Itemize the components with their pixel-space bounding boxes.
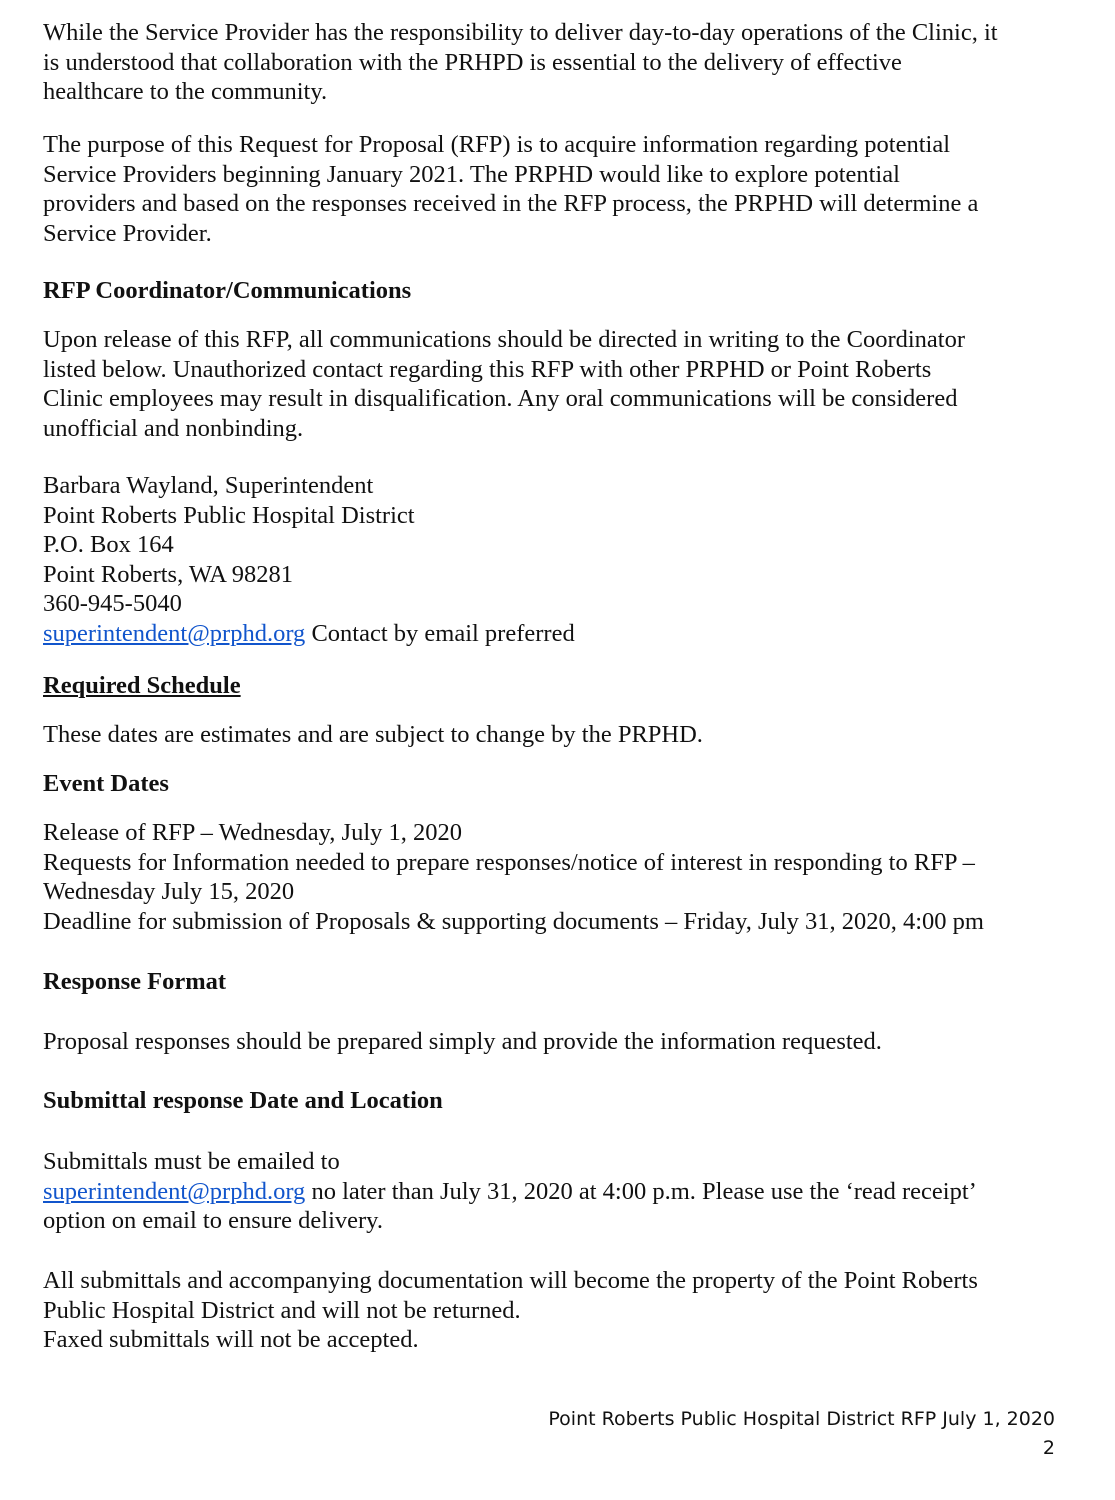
text-line: Service Providers beginning January 2021. The PRPHD would like to explore potential [43,160,900,188]
event-date-line: Deadline for submission of Proposals & supporting documents – Friday, July 31, 2020, 4:00 pm [43,907,984,935]
contact-city: Point Roberts, WA 98281 [43,560,294,588]
event-dates-heading: Event Dates [43,770,169,797]
event-date-line: Requests for Information needed to prepare responses/notice of interest in responding to RFP – [43,848,975,876]
text-line: Upon release of this RFP, all communications should be directed in writing to the Coordinator [43,326,966,353]
text-line: is understood that collaboration with the PRHPD is essential to the delivery of effective [43,48,902,76]
submittal-deadline-text: no later than July 31, 2020 at 4:00 p.m. Please use the ‘read receipt’ [305,1177,977,1205]
response-format-heading: Response Format [43,968,227,995]
contact-email-link[interactable]: superintendent@prphd.org [43,619,306,647]
text-line: Faxed submittals will not be accepted. [43,1326,419,1353]
intro-paragraph [43,18,1073,107]
event-date-line: Release of RFP – Wednesday, July 1, 2020 [43,819,463,846]
text-line: Submittals must be emailed to [43,1148,340,1175]
text-line: unofficial and nonbinding. [43,414,304,442]
text-line: listed below. Unauthorized contact regarding this RFP with other PRPHD or Point Roberts [43,355,932,383]
purpose-paragraph [43,130,1073,248]
text-line: While the Service Provider has the responsibility to deliver day-to-day operations of the Clinic, it [43,19,998,46]
email-preference-note: Contact by email preferred [305,619,575,647]
submittal-email-line [43,1177,1073,1207]
response-format-text: Proposal responses should be prepared simply and provide the information requested. [43,1028,882,1055]
submittal-property-paragraph [43,1266,1073,1355]
submittal-heading: Submittal response Date and Location [43,1087,443,1114]
text-line: All submittals and accompanying documentation will become the property of the Point Roberts [43,1267,978,1294]
contact-email-line [43,619,1073,649]
page-footer [455,1405,1055,1463]
submittal-instructions [43,1147,1073,1236]
contact-phone: 360-945-5040 [43,590,182,617]
submittal-email-link[interactable]: superintendent@prphd.org [43,1177,306,1205]
required-schedule-heading: Required Schedule [43,672,241,699]
footer-title: Point Roberts Public Hospital District RFP July 1, 2020 [548,1408,1055,1430]
text-line: Service Provider. [43,219,212,247]
text-line: Public Hospital District and will not be returned. [43,1296,521,1324]
text-line: option on email to ensure delivery. [43,1207,383,1234]
text-line: healthcare to the community. [43,78,328,105]
schedule-note: These dates are estimates and are subject to change by the PRPHD. [43,721,703,748]
text-line: providers and based on the responses received in the RFP process, the PRPHD will determine a [43,190,979,217]
event-dates-list [43,818,1073,936]
contact-po-box: P.O. Box 164 [43,531,174,558]
event-date-line: Wednesday July 15, 2020 [43,878,295,905]
coordinator-paragraph [43,325,1073,443]
contact-organization: Point Roberts Public Hospital District [43,501,415,529]
text-line: Clinic employees may result in disqualification. Any oral communications will be considered [43,385,958,412]
page-number: 2 [1042,1437,1055,1459]
coordinator-heading: RFP Coordinator/Communications [43,277,412,304]
text-line: The purpose of this Request for Proposal (RFP) is to acquire information regarding potential [43,131,951,158]
coordinator-contact [43,471,1073,648]
contact-name: Barbara Wayland, Superintendent [43,472,374,499]
